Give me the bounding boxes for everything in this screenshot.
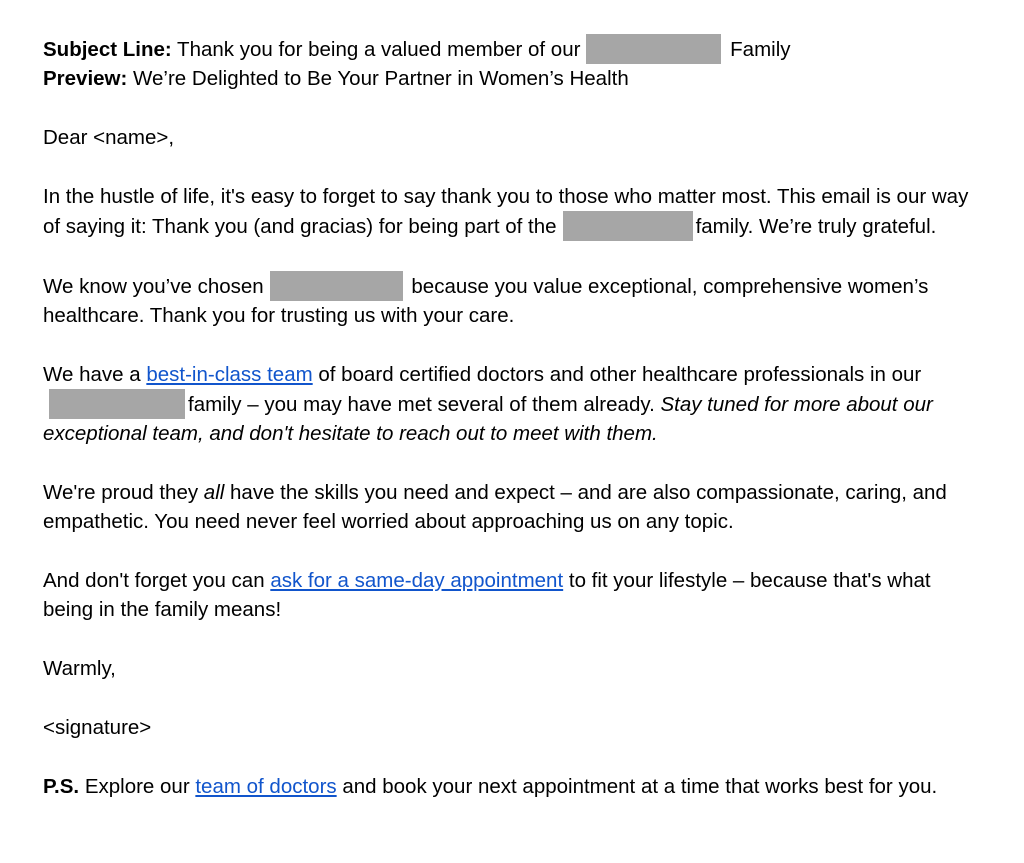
- paragraph-text: to fit your lifestyle – because that's what being in the family means!: [43, 569, 931, 621]
- subject-text-before: Thank you for being a valued member of our: [177, 38, 581, 61]
- paragraph-thank-you: [43, 182, 984, 241]
- best-in-class-team-link[interactable]: best-in-class team: [146, 363, 313, 386]
- subject-label: Subject Line:: [43, 38, 172, 61]
- paragraph-italic-text: Stay tuned for more about our exceptional team, and don't hesitate to reach out to meet with them.: [43, 393, 933, 445]
- team-of-doctors-link[interactable]: team of doctors: [195, 775, 337, 798]
- subject-text-after: Family: [730, 38, 791, 61]
- paragraph-text: We know you’ve chosen: [43, 275, 264, 298]
- same-day-appointment-link[interactable]: ask for a same-day appointment: [270, 569, 564, 592]
- paragraph-text: We're proud they: [43, 481, 199, 504]
- paragraph-text: family – you may have met several of them already.: [188, 393, 655, 416]
- paragraph-proud: [43, 478, 984, 536]
- signature: <signature>: [43, 716, 152, 739]
- postscript: [43, 772, 984, 801]
- paragraph-text: of board certified doctors and other healthcare professionals in our: [318, 363, 922, 386]
- paragraph-text: have the skills you need and expect – and are also compassionate, caring, and empathetic. You need never feel worried about approaching us on any topic.: [43, 481, 947, 533]
- paragraph-text: We have a: [43, 363, 141, 386]
- paragraph-team: [43, 360, 984, 448]
- preview-label: Preview:: [43, 67, 128, 90]
- redacted-brand-name: [586, 34, 721, 64]
- paragraph-text: family. We’re truly grateful.: [695, 215, 937, 238]
- greeting: Dear <name>,: [43, 126, 175, 149]
- paragraph-text: Explore our: [84, 775, 190, 798]
- redacted-brand-name: [563, 211, 693, 241]
- redacted-brand-name: [49, 389, 185, 419]
- redacted-brand-name: [270, 271, 403, 301]
- ps-label: P.S.: [43, 775, 80, 798]
- paragraph-chosen: [43, 271, 984, 330]
- paragraph-text: and book your next appointment at a time that works best for you.: [342, 775, 938, 798]
- preview-text: We’re Delighted to Be Your Partner in Women’s Health: [133, 67, 629, 90]
- paragraph-text: In the hustle of life, it's easy to forget to say thank you to those who matter most. This email is our way of saying it: Thank you (and gracias) for being part of the: [43, 185, 969, 238]
- paragraph-text: because you value exceptional, comprehensive women’s healthcare. Thank you for trusting us with your care.: [43, 275, 929, 327]
- preview-line: [43, 64, 984, 93]
- paragraph-italic-word: all: [203, 481, 225, 504]
- closing: Warmly,: [43, 657, 116, 680]
- paragraph-appointment: [43, 566, 984, 624]
- paragraph-text: And don't forget you can: [43, 569, 265, 592]
- subject-line: [43, 34, 984, 64]
